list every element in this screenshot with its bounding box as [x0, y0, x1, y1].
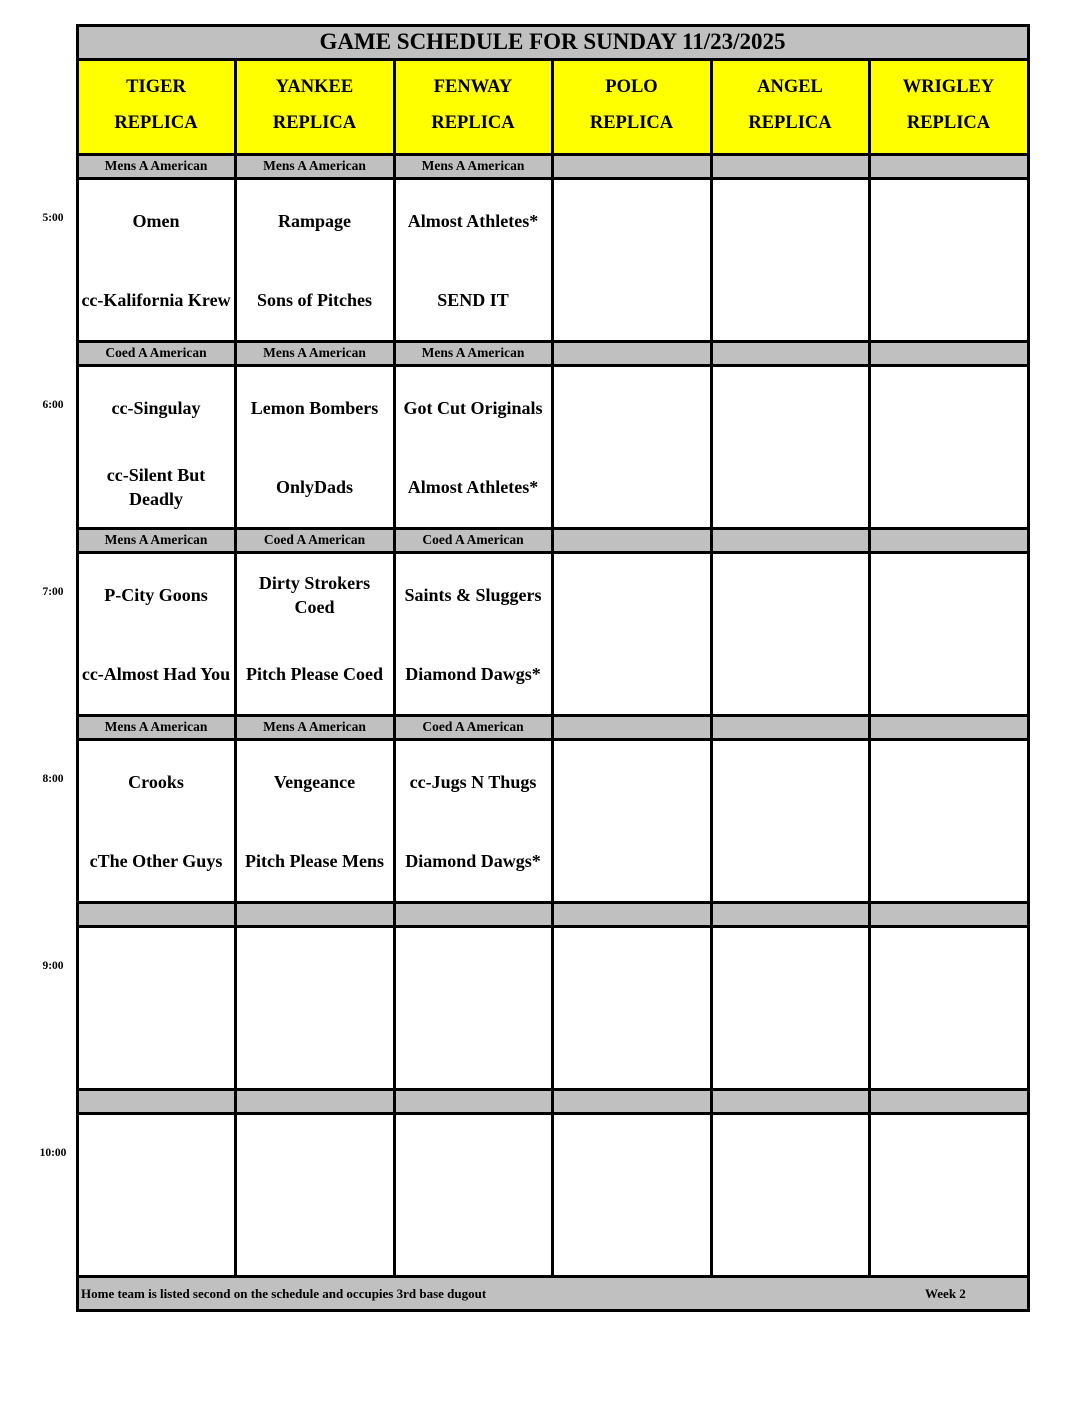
- home-team: [711, 260, 869, 341]
- away-team: Vengeance: [273, 771, 356, 792]
- away-team: [394, 930, 552, 1008]
- division-label: [552, 1089, 711, 1113]
- grid-hline: [76, 738, 1030, 741]
- field-subtitle: REPLICA: [589, 113, 674, 133]
- home-team: [77, 1195, 235, 1276]
- division-label: [394, 1089, 552, 1113]
- away-team: Almost Athletes*: [407, 210, 539, 231]
- game-cell: [711, 739, 869, 902]
- grid-vline: [393, 59, 396, 1277]
- home-team: [552, 1008, 711, 1089]
- game-cell: [869, 1113, 1028, 1276]
- division-label: [552, 341, 711, 365]
- grid-vline: [868, 59, 871, 1277]
- home-team: [711, 447, 869, 528]
- game-cell: [394, 926, 552, 1089]
- home-team: [869, 821, 1028, 902]
- division-label: [711, 715, 869, 739]
- home-team: Almost Athletes*: [407, 477, 539, 498]
- away-team: [552, 556, 711, 634]
- away-team: Rampage: [278, 210, 351, 231]
- home-team: Diamond Dawgs*: [405, 664, 541, 685]
- division-label: [869, 154, 1028, 178]
- division-label: [394, 902, 552, 926]
- game-cell: [869, 739, 1028, 902]
- time-label: 5:00: [42, 212, 64, 224]
- time-label: 9:00: [42, 960, 64, 972]
- game-cell: [552, 365, 711, 528]
- division-label: [77, 1089, 235, 1113]
- division-label: [711, 341, 869, 365]
- grid-hline: [76, 58, 1030, 61]
- home-team: [869, 1195, 1028, 1276]
- division-label: [77, 902, 235, 926]
- division-label: Coed A American: [235, 528, 394, 552]
- field-subtitle: REPLICA: [114, 113, 198, 133]
- home-team: SEND IT: [437, 290, 509, 311]
- away-team: [77, 930, 235, 1008]
- division-label: Mens A American: [235, 715, 394, 739]
- home-team: Sons of Pitches: [256, 290, 372, 311]
- field-name: FENWAY: [433, 77, 513, 97]
- home-team: cThe Other Guys: [89, 851, 223, 872]
- game-cell: [394, 739, 552, 902]
- away-team: Omen: [132, 210, 180, 231]
- division-label: [711, 902, 869, 926]
- division-label: [552, 154, 711, 178]
- grid-hline: [76, 1088, 1030, 1091]
- game-cell: [77, 178, 235, 341]
- home-team: cc-Almost Had You: [81, 664, 231, 685]
- away-team: [77, 1117, 235, 1195]
- game-cell: [235, 926, 394, 1089]
- game-cell: [235, 552, 394, 715]
- home-team: [77, 1008, 235, 1089]
- grid-hline: [76, 1275, 1030, 1278]
- field-name: WRIGLEY: [902, 77, 995, 97]
- home-team: [711, 634, 869, 715]
- home-team: Pitch Please Coed: [246, 664, 383, 685]
- grid-vline: [234, 59, 237, 1277]
- game-cell: [394, 365, 552, 528]
- page-title: GAME SCHEDULE FOR SUNDAY 11/23/2025: [77, 25, 1028, 59]
- away-team: [711, 1117, 869, 1195]
- away-team: [711, 182, 869, 260]
- away-team: [711, 743, 869, 821]
- game-cell: [77, 926, 235, 1089]
- game-cell: [394, 178, 552, 341]
- away-team: [552, 930, 711, 1008]
- division-label: [235, 902, 394, 926]
- division-label: Coed A American: [394, 715, 552, 739]
- grid-hline: [76, 1112, 1030, 1115]
- division-label: Mens A American: [77, 715, 235, 739]
- away-team: [552, 182, 711, 260]
- away-team: Got Cut Originals: [403, 397, 543, 418]
- field-header-3: [394, 59, 552, 154]
- home-team: OnlyDads: [275, 477, 354, 498]
- game-cell: [77, 365, 235, 528]
- game-cell: [711, 926, 869, 1089]
- game-cell: [552, 1113, 711, 1276]
- game-cell: [552, 552, 711, 715]
- division-label: Mens A American: [394, 341, 552, 365]
- game-cell: [394, 1113, 552, 1276]
- home-team: [394, 1008, 552, 1089]
- game-cell: [869, 178, 1028, 341]
- home-team: [235, 1008, 394, 1089]
- division-label: [711, 154, 869, 178]
- footer-note: Home team is listed second on the schedule and occupies 3rd base dugout: [81, 1285, 487, 1301]
- home-team: [552, 260, 711, 341]
- away-team: [711, 930, 869, 1008]
- away-team: [869, 930, 1028, 1008]
- game-cell: [711, 365, 869, 528]
- away-team: [869, 743, 1028, 821]
- grid-hline: [76, 527, 1030, 530]
- away-team: Saints & Sluggers: [404, 584, 542, 605]
- game-cell: [235, 1113, 394, 1276]
- field-name: TIGER: [126, 77, 186, 97]
- field-subtitle: REPLICA: [748, 113, 832, 133]
- field-header-4: [552, 59, 711, 154]
- game-cell: [77, 552, 235, 715]
- grid-vline: [551, 59, 554, 1277]
- away-team: cc-Jugs N Thugs: [409, 771, 537, 792]
- away-team: [552, 743, 711, 821]
- away-team: [394, 1117, 552, 1195]
- grid-hline: [76, 153, 1030, 156]
- division-label: [869, 902, 1028, 926]
- grid-hline: [76, 24, 1030, 27]
- away-team: [711, 369, 869, 447]
- away-team: Crooks: [128, 771, 184, 792]
- home-team: Diamond Dawgs*: [405, 851, 541, 872]
- away-team: [711, 556, 869, 634]
- grid-hline: [76, 714, 1030, 717]
- home-team: [869, 260, 1028, 341]
- division-label: Coed A American: [394, 528, 552, 552]
- division-label: [552, 715, 711, 739]
- division-label: Coed A American: [77, 341, 235, 365]
- home-team: [711, 821, 869, 902]
- division-label: Mens A American: [235, 341, 394, 365]
- grid-vline: [1027, 25, 1030, 1310]
- away-team: P-City Goons: [104, 584, 208, 605]
- game-cell: [711, 178, 869, 341]
- division-label: [711, 528, 869, 552]
- home-team: [869, 1008, 1028, 1089]
- game-cell: [235, 739, 394, 902]
- home-team: [711, 1195, 869, 1276]
- away-team: [869, 182, 1028, 260]
- division-label: [711, 1089, 869, 1113]
- game-cell: [869, 926, 1028, 1089]
- field-subtitle: REPLICA: [431, 113, 515, 133]
- division-label: [552, 902, 711, 926]
- game-cell: [869, 365, 1028, 528]
- grid-hline: [76, 364, 1030, 367]
- away-team: [869, 369, 1028, 447]
- division-label: [869, 528, 1028, 552]
- game-cell: [235, 178, 394, 341]
- division-label: [552, 528, 711, 552]
- field-name: YANKEE: [275, 77, 354, 97]
- away-team: [552, 369, 711, 447]
- grid-hline: [76, 177, 1030, 180]
- game-cell: [552, 926, 711, 1089]
- game-cell: [869, 552, 1028, 715]
- away-team: [869, 556, 1028, 634]
- game-cell: [711, 552, 869, 715]
- game-cell: [77, 739, 235, 902]
- away-team: [235, 1117, 394, 1195]
- grid-vline: [76, 25, 79, 1310]
- division-label: [869, 341, 1028, 365]
- field-header-6: [869, 59, 1028, 154]
- division-label: [235, 1089, 394, 1113]
- time-label: 8:00: [42, 773, 64, 785]
- field-subtitle: REPLICA: [906, 113, 991, 133]
- grid-vline: [710, 59, 713, 1277]
- home-team: [552, 1195, 711, 1276]
- away-team: [235, 930, 394, 1008]
- away-team: [869, 1117, 1028, 1195]
- game-cell: [235, 365, 394, 528]
- game-cell: [711, 1113, 869, 1276]
- home-team: [235, 1195, 394, 1276]
- week-label: Week 2: [925, 1285, 966, 1301]
- division-label: Mens A American: [77, 154, 235, 178]
- home-team: [394, 1195, 552, 1276]
- away-team: cc-Singulay: [111, 397, 201, 418]
- home-team: [552, 634, 711, 715]
- division-label: [869, 1089, 1028, 1113]
- time-label: 10:00: [39, 1147, 67, 1159]
- time-label: 6:00: [42, 399, 64, 411]
- home-team: [869, 447, 1028, 528]
- home-team: cc-Kalifornia Krew: [81, 290, 231, 311]
- time-label: 7:00: [42, 586, 64, 598]
- grid-hline: [76, 901, 1030, 904]
- game-cell: [77, 1113, 235, 1276]
- footer-bar: [77, 1277, 1028, 1310]
- field-header-1: [77, 59, 235, 154]
- division-label: Mens A American: [77, 528, 235, 552]
- game-cell: [394, 552, 552, 715]
- away-team: Lemon Bombers: [250, 397, 379, 418]
- field-name: POLO: [605, 77, 658, 97]
- grid-hline: [76, 925, 1030, 928]
- field-header-2: [235, 59, 394, 154]
- field-subtitle: REPLICA: [272, 113, 357, 133]
- field-name: ANGEL: [757, 77, 823, 97]
- game-cell: [552, 739, 711, 902]
- home-team: Pitch Please Mens: [245, 851, 384, 872]
- home-team: [869, 634, 1028, 715]
- grid-hline: [76, 1309, 1030, 1312]
- home-team: cc-Silent But Deadly: [106, 465, 206, 510]
- grid-hline: [76, 340, 1030, 343]
- home-team: [552, 447, 711, 528]
- away-team: [552, 1117, 711, 1195]
- game-cell: [552, 178, 711, 341]
- home-team: [711, 1008, 869, 1089]
- division-label: Mens A American: [394, 154, 552, 178]
- home-team: [552, 821, 711, 902]
- grid-hline: [76, 551, 1030, 554]
- division-label: Mens A American: [235, 154, 394, 178]
- division-label: [869, 715, 1028, 739]
- away-team: Dirty Strokers Coed: [258, 572, 371, 617]
- field-header-5: [711, 59, 869, 154]
